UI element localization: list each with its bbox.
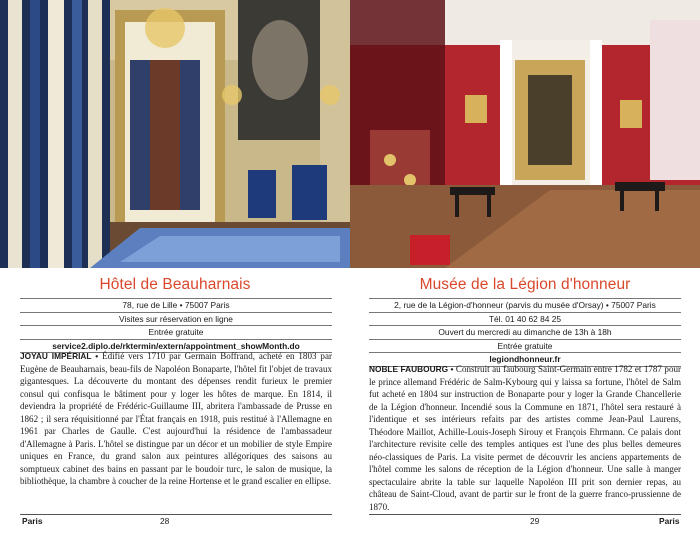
admission: Entrée gratuite <box>20 325 332 339</box>
footer-rule <box>369 514 681 515</box>
address: 78, rue de Lille • 75007 Paris <box>20 298 332 312</box>
website-link[interactable]: service2.diplo.de/rktermin/extern/appointment_showMonth.do <box>20 339 332 354</box>
description-paragraph <box>20 350 332 488</box>
lead-heading: NOBLE FAUBOURG • <box>369 364 454 374</box>
website-link[interactable]: legiondhonneur.fr <box>369 352 681 367</box>
page-number: 28 <box>160 516 170 526</box>
phone: Tél. 01 40 62 84 25 <box>369 312 681 326</box>
grand-salon-photo <box>0 0 350 268</box>
running-footer-label: Paris <box>659 516 680 526</box>
footer-rule <box>20 514 332 515</box>
page-number: 29 <box>530 516 540 526</box>
museum-gallery-photo <box>350 0 700 268</box>
running-footer-label: Paris <box>22 516 43 526</box>
description-text: Édifié vers 1710 par Germain Boffrand, acheté en 1803 par Eugène de Beauharnais, beau-fils de Napoléon Bonaparte, l'hôtel fit l'objet de travaux gigantesques. La découverte du montant des dépenses rendit furieux le premier consul qui confisqua le bâtiment pour y loger les hôtes de marque. En 1814, il deviendra la propriété de Frédéric-Guillaume III, abritera l'ambassade de Prusse en 1862 ; il sera réquisitionné par l'État français en 1918, puis restitué à l'Allemagne en 1961 par Charles de Gaulle. C'est aujourd'hui la résidence de l'ambassadeur d'Allemagne à Paris. L'hôtel se distingue par un décor et un mobilier de style Empire uniques en France, du grand salon aux peintures allégoriques des saisons au somptueux cabinet des bains en passant par le boudoir turc, le salon de musique, la bibliothèque, la chambre à coucher de la reine Hortense et le grand escalier en ellipse. <box>20 351 332 487</box>
practical-info-box <box>369 298 681 367</box>
lead-heading: JOYAU IMPÉRIAL • <box>20 351 99 361</box>
page-title: Hôtel de Beauharnais <box>99 276 251 293</box>
right-page <box>350 0 700 541</box>
practical-info-box <box>20 298 332 353</box>
opening-hours: Ouvert du mercredi au dimanche de 13h à 18h <box>369 325 681 339</box>
visit-info: Visites sur réservation en ligne <box>20 312 332 326</box>
address: 2, rue de la Légion-d'honneur (parvis du musée d'Orsay) • 75007 Paris <box>369 298 681 312</box>
description-paragraph <box>369 363 681 514</box>
admission: Entrée gratuite <box>369 339 681 353</box>
description-text: Construit au faubourg Saint-Germain entre 1782 et 1787 pour le prince allemand Frédéric de Salm-Kybourg qui y laissa sa fortune, l'hôtel de Salm fut acheté en 1804 sur instruction de Bonaparte pour y loger la Grande Chancellerie de la Légion d'honneur. Incendié sous la Commune en 1871, l'hôtel sera restauré à l'identique et ses intérieurs refaits par des artistes comme Jean-Paul Laurens, Théodore Maillot, Achille-Louis-Joseph Sirouy et François Ehrmann. Ce palais dont l'architecture revisite celle des temples antiques est l'une des plus belles demeures néo-classiques de Paris. La visite permet de découvrir les anciens appartements de l'hôtel comme les salons de réception de la Légion d'honneur. Une salle à manger spectaculaire abrite la table sur laquelle Napoléon III prit son dernier repas, au château de Saint-Cloud, avant de partir sur le front de la guerre franco-prussienne de 1870. <box>369 364 682 513</box>
page-title: Musée de la Légion d'honneur <box>419 276 631 293</box>
